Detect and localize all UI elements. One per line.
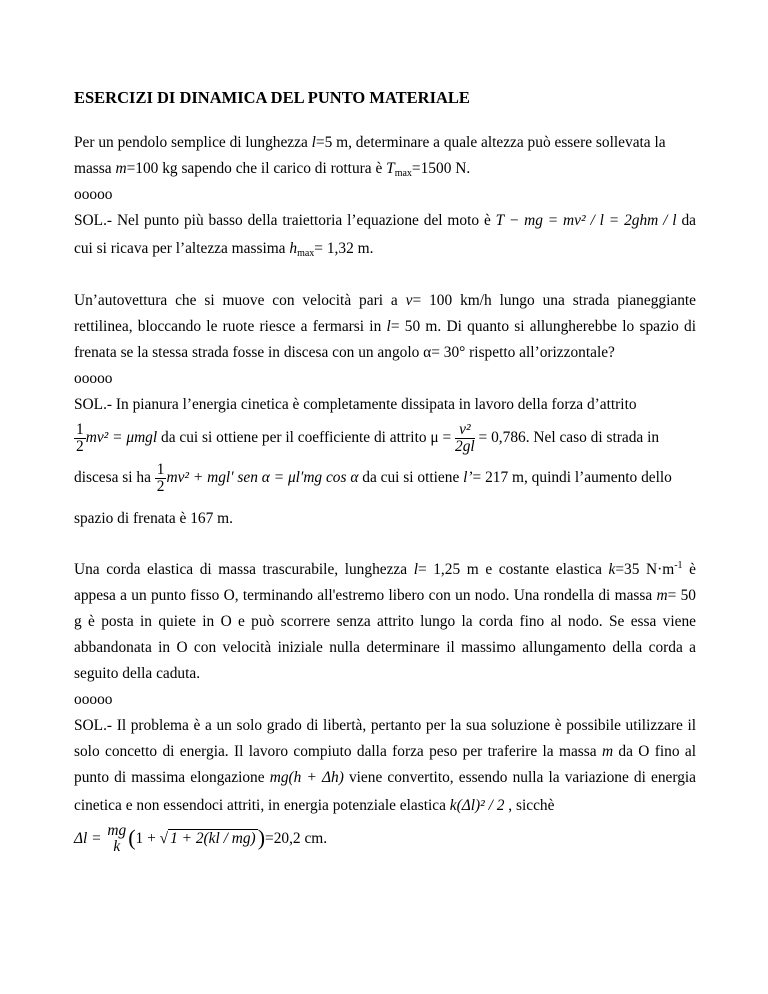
ex3-solution-line-2: solo concetto di energia. Il lavoro compiuto dalla forza peso per traferire la massa m da O fino al	[74, 743, 696, 760]
ex2-separator: ooooo	[74, 370, 113, 387]
ex2-problem-line-2: rettilinea, bloccando le ruote riesce a fermarsi in l= 50 m. Di quanto si allungherebbe lo spazio di	[74, 318, 697, 335]
ex3-solution-line-4: cinetica e non essendoci attriti, in energia potenziale elastica k(Δl)² / 2 , sicchè	[74, 797, 555, 814]
ex3-problem-line-3: g è posta in quiete in O e può scorrere senza attrito lungo la corda fino al nodo. Se essa viene	[74, 613, 696, 630]
one-half-fraction-2: $\frac{1}{2}$	[156, 460, 165, 495]
mg-over-k-fraction: mg k	[107, 822, 127, 856]
mu-fraction: $\frac{\text{v²}}{2gl}$	[455, 420, 475, 455]
ex2-problem-line-1: Un’autovettura che si muove con velocità pari a v= 100 km/h lungo una strada pianeggiante	[74, 292, 696, 309]
ex2-solution-line-4: spazio di frenata è 167 m.	[74, 510, 233, 527]
page-title: ESERCIZI DI DINAMICA DEL PUNTO MATERIALE	[74, 88, 470, 107]
ex1-problem-line-1: Per un pendolo semplice di lunghezza l=5 m, determinare a quale altezza può essere sollevata la	[74, 134, 666, 151]
one-half-fraction: $\frac{1}{2}$	[76, 420, 84, 455]
ex3-separator: ooooo	[74, 691, 113, 708]
sqrt-symbol: √	[159, 830, 169, 847]
ex1-solution-line-2: cui si ricava per l’altezza massima $h_{max}= 1,32$ m.	[74, 240, 374, 259]
ex3-problem-line-5: seguito della caduta.	[74, 665, 201, 682]
ex3-solution-line-3: punto di massima elongazione mg(h + Δh) viene convertito, essendo nulla la variazione di energia	[74, 769, 696, 786]
ex2-solution-line-3: discesa si ha $\frac{1}{2}$ mv² + mgl′ sen α = μl′mg cos α da cui si ottiene l’= 217 m, quindi l’aumento dello	[74, 460, 672, 495]
ex3-solution-line-1: SOL.- Il problema è a un solo grado di libertà, pertanto per la sua soluzione è possibile utilizzare il	[74, 717, 696, 734]
ex1-separator: ooooo	[74, 186, 113, 203]
ex3-problem-line-4: abbandonata in O con velocità iniziale nulla determinare il massimo allungamento della corda a	[74, 639, 696, 656]
ex1-solution-line-1: SOL.- Nel punto più basso della traiettoria l’equazione del moto è T − mg = mv² / l = 2ghm / l da	[74, 212, 696, 229]
ex3-problem-line-1: Una corda elastica di massa trascurabile, lunghezza l= 1,25 m e costante elastica k=35 $N\cdot m^{-1}$ è	[74, 560, 696, 578]
ex2-equation-line: $\frac{1}{2}$ mv² = μmgl da cui si ottiene per il coefficiente di attrito μ = $\frac{\text{v²}}{2gl}$ = 0,786. Nel caso di strada in	[76, 420, 660, 455]
ex3-problem-line-2: appesa a un punto fisso O, terminando all'estremo libero con un nodo. Una rondella di massa m= 50	[74, 587, 696, 604]
ex2-solution-line-1: SOL.- In pianura l’energia cinetica è completamente dissipata in lavoro della forza d’attrito	[74, 396, 637, 413]
ex1-problem-line-2: massa m=100 kg sapendo che il carico di rottura è $T_{max}=1500$ N.	[74, 160, 471, 179]
ex2-problem-line-3: frenata se la stessa strada fosse in discesa con un angolo α= 30° rispetto all’orizzontale?	[74, 344, 615, 361]
ex3-result-equation: Δl = mg k (1 + √ 1 + 2(kl / mg))=20,2 cm.	[74, 822, 328, 856]
